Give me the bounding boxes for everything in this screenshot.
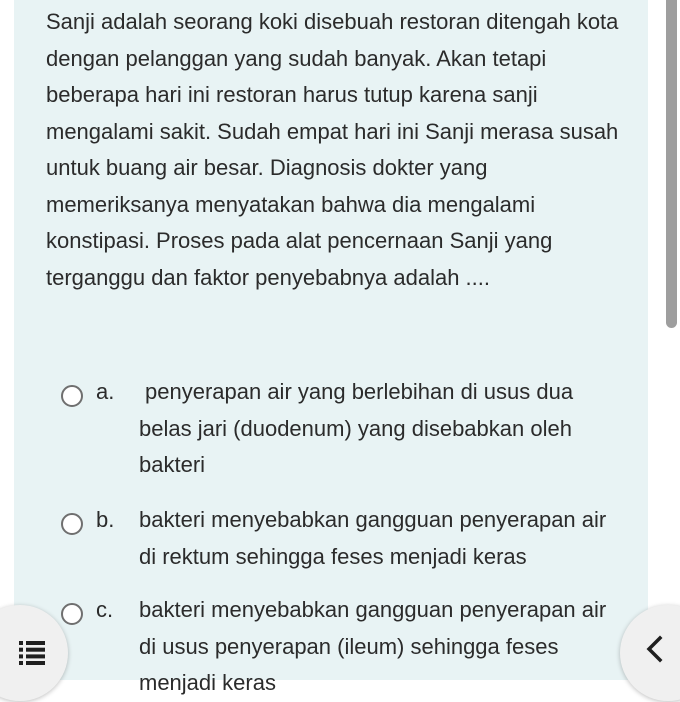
radio-button-a[interactable] bbox=[61, 385, 83, 407]
option-text: bakteri menyebabkan gangguan penyerapan air di usus penyerapan (ileum) sehingga feses menjadi keras bbox=[139, 597, 607, 695]
option-letter: c. bbox=[96, 597, 114, 622]
question-text: Sanji adalah seorang koki disebuah restoran ditengah kota dengan pelanggan yang sudah banyak. Akan tetapi beberapa hari ini restoran harus tutup karena sanji mengalami sakit. Sudah empat hari ini Sanji merasa susah untuk buang air besar. Diagnosis dokter yang memeriksanya menyatakan bahwa dia mengalami konstipasi. Proses pada alat pencernaan Sanji yang terganggu dan faktor penyebabnya adalah .... bbox=[46, 9, 619, 290]
option-text: bakteri menyebabkan gangguan penyerapan air di rektum sehingga feses menjadi keras bbox=[139, 507, 607, 569]
radio-button-c[interactable] bbox=[61, 603, 83, 625]
option-letter: a. bbox=[96, 379, 115, 404]
option-letter: b. bbox=[96, 507, 115, 532]
radio-button-b[interactable] bbox=[61, 513, 83, 535]
scrollbar-thumb[interactable] bbox=[666, 0, 677, 328]
chevron-left-icon bbox=[643, 635, 665, 663]
list-icon bbox=[19, 641, 45, 665]
option-text: penyerapan air yang berlebihan di usus dua belas jari (duodenum) yang disebabkan oleh bakteri bbox=[139, 379, 574, 477]
